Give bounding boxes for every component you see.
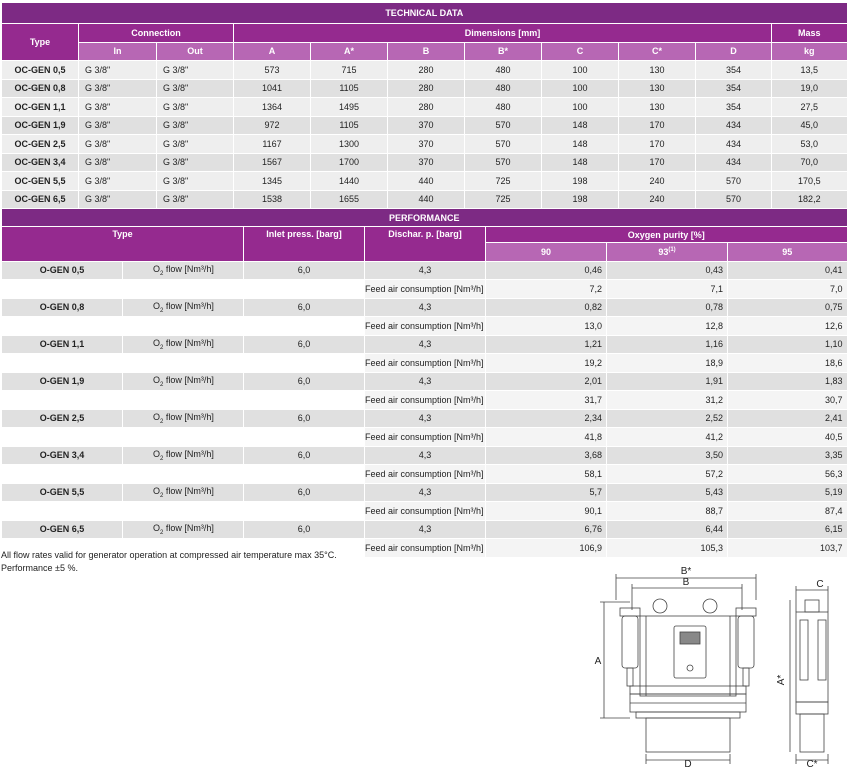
feed-value: 13,0 (486, 317, 607, 336)
inlet-pressure: 6,0 (244, 520, 365, 539)
side-view-stand (800, 714, 824, 752)
flow-label-pre: O (153, 263, 161, 274)
flow-label (123, 409, 244, 428)
footnotes (1, 549, 337, 575)
feed-value: 18,6 (728, 354, 847, 373)
perf-col-93 (607, 243, 728, 262)
table-row (2, 190, 847, 208)
table-row (2, 409, 847, 428)
col-a: A (234, 42, 311, 61)
table-row (2, 153, 847, 172)
feed-value: 58,1 (486, 465, 607, 484)
perf-col-type: Type (2, 227, 244, 262)
perf-type: O-GEN 2,5 (2, 409, 123, 428)
cell-in: G 3/8" (79, 153, 157, 172)
cell-out: G 3/8" (157, 190, 234, 208)
table-row (2, 446, 847, 465)
flow-value: 0,82 (486, 298, 607, 317)
table-row (2, 298, 847, 317)
left-gauge-icon (653, 599, 667, 613)
table-row (2, 520, 847, 539)
cell-type: OC-GEN 1,9 (2, 116, 79, 135)
blank-cell (123, 391, 244, 410)
flow-label (123, 483, 244, 502)
flow-value: 2,01 (486, 372, 607, 391)
cell-in: G 3/8" (79, 98, 157, 117)
cell-mass: 13,5 (772, 61, 847, 80)
feed-value: 12,6 (728, 317, 847, 336)
perf-col-90: 90 (486, 243, 607, 262)
feed-value: 7,0 (728, 280, 847, 299)
flow-label-sub: 2 (160, 418, 164, 425)
perf-type: O-GEN 1,9 (2, 372, 123, 391)
cell-b: 440 (388, 172, 465, 191)
perf-type: O-GEN 0,5 (2, 261, 123, 280)
flow-value: 0,75 (728, 298, 847, 317)
cell-c: 100 (542, 98, 619, 117)
perf-col-dischar: Dischar. p. [barg] (365, 227, 486, 262)
blank-cell (2, 465, 123, 484)
flow-label-post: flow [Nm³/h] (163, 411, 214, 422)
perf-col-93-footnote: (1) (668, 246, 676, 253)
blank-cell (123, 280, 244, 299)
cell-b-star: 480 (465, 61, 542, 80)
blank-cell (244, 354, 365, 373)
flow-label-pre: O (153, 337, 161, 348)
flow-label-sub: 2 (160, 492, 164, 499)
cell-c: 148 (542, 153, 619, 172)
label-a: A (594, 656, 602, 667)
feed-value: 106,9 (486, 539, 607, 557)
flow-value: 3,35 (728, 446, 847, 465)
perf-type: O-GEN 6,5 (2, 520, 123, 539)
cell-c-star: 130 (619, 79, 696, 98)
inlet-pressure: 6,0 (244, 446, 365, 465)
flow-label-post: flow [Nm³/h] (163, 263, 214, 274)
cell-a-star: 1105 (311, 79, 388, 98)
technical-data-title: TECHNICAL DATA (2, 3, 847, 24)
discharge-pressure: 4,3 (365, 409, 486, 428)
feed-label: Feed air consumption [Nm³/h] (365, 317, 486, 336)
cell-a-star: 1440 (311, 172, 388, 191)
cell-in: G 3/8" (79, 190, 157, 208)
cell-out: G 3/8" (157, 98, 234, 117)
label-a-star: A* (776, 674, 787, 686)
inlet-pressure: 6,0 (244, 261, 365, 280)
cell-d: 354 (696, 98, 772, 117)
cell-c-star: 130 (619, 98, 696, 117)
cell-b: 370 (388, 135, 465, 154)
cell-in: G 3/8" (79, 79, 157, 98)
cell-in: G 3/8" (79, 116, 157, 135)
feed-value: 41,2 (607, 428, 728, 447)
blank-cell (2, 502, 123, 521)
side-view-head (805, 600, 819, 612)
cell-type: OC-GEN 1,1 (2, 98, 79, 117)
inlet-pressure: 6,0 (244, 409, 365, 428)
cell-b-star: 570 (465, 116, 542, 135)
cell-c: 198 (542, 190, 619, 208)
cell-c-star: 170 (619, 153, 696, 172)
feed-label: Feed air consumption [Nm³/h] (365, 539, 486, 557)
cell-a: 1041 (234, 79, 311, 98)
perf-type: O-GEN 5,5 (2, 483, 123, 502)
flow-label (123, 298, 244, 317)
flow-label-sub: 2 (160, 381, 164, 388)
feed-label: Feed air consumption [Nm³/h] (365, 502, 486, 521)
cell-a-star: 1655 (311, 190, 388, 208)
flow-value: 5,19 (728, 483, 847, 502)
col-type: Type (2, 24, 79, 61)
note-flow-rates: All flow rates valid for generator operation at compressed air temperature max 35°C. (1, 550, 337, 560)
table-row (2, 79, 847, 98)
cell-b-star: 725 (465, 190, 542, 208)
cell-b: 370 (388, 153, 465, 172)
blank-cell (244, 280, 365, 299)
label-c: C (816, 579, 824, 590)
cell-b: 370 (388, 116, 465, 135)
cell-c: 100 (542, 79, 619, 98)
flow-value: 6,44 (607, 520, 728, 539)
table-row (2, 428, 847, 447)
control-display (680, 632, 700, 644)
feed-value: 7,2 (486, 280, 607, 299)
perf-type: O-GEN 1,1 (2, 335, 123, 354)
label-b-star: B* (680, 566, 692, 577)
flow-value: 1,10 (728, 335, 847, 354)
cell-c-star: 130 (619, 61, 696, 80)
col-connection: Connection (79, 24, 234, 43)
table-row (2, 483, 847, 502)
cell-type: OC-GEN 6,5 (2, 190, 79, 208)
feed-value: 31,2 (607, 391, 728, 410)
feed-value: 40,5 (728, 428, 847, 447)
cell-b: 280 (388, 61, 465, 80)
inlet-pressure: 6,0 (244, 483, 365, 502)
feed-label: Feed air consumption [Nm³/h] (365, 391, 486, 410)
table-row (2, 280, 847, 299)
cell-type: OC-GEN 0,8 (2, 79, 79, 98)
flow-value: 2,41 (728, 409, 847, 428)
table-row (2, 261, 847, 280)
cell-type: OC-GEN 5,5 (2, 172, 79, 191)
technical-data-table (1, 2, 847, 208)
left-filter-bowl (622, 616, 638, 668)
perf-type: O-GEN 0,8 (2, 298, 123, 317)
cell-c: 198 (542, 172, 619, 191)
blank-cell (123, 428, 244, 447)
feed-value: 12,8 (607, 317, 728, 336)
cell-c: 148 (542, 116, 619, 135)
table-row (2, 172, 847, 191)
cell-in: G 3/8" (79, 135, 157, 154)
col-dimensions: Dimensions [mm] (234, 24, 772, 43)
label-b: B (682, 577, 690, 588)
flow-value: 1,91 (607, 372, 728, 391)
feed-value: 19,2 (486, 354, 607, 373)
cell-a-star: 1495 (311, 98, 388, 117)
flow-value: 0,41 (728, 261, 847, 280)
label-d: D (684, 759, 692, 768)
blank-cell (244, 391, 365, 410)
col-kg: kg (772, 42, 847, 61)
flow-value: 5,43 (607, 483, 728, 502)
flow-label (123, 520, 244, 539)
cell-type: OC-GEN 2,5 (2, 135, 79, 154)
flow-label (123, 372, 244, 391)
cell-out: G 3/8" (157, 172, 234, 191)
flow-value: 0,78 (607, 298, 728, 317)
blank-cell (123, 502, 244, 521)
performance-table (1, 208, 847, 557)
right-filter-head (736, 608, 756, 616)
cell-b: 280 (388, 98, 465, 117)
col-out: Out (157, 42, 234, 61)
cell-mass: 53,0 (772, 135, 847, 154)
discharge-pressure: 4,3 (365, 261, 486, 280)
generator-body (640, 616, 736, 696)
discharge-pressure: 4,3 (365, 446, 486, 465)
cell-b-star: 725 (465, 172, 542, 191)
discharge-pressure: 4,3 (365, 520, 486, 539)
discharge-pressure: 4,3 (365, 335, 486, 354)
cell-a-star: 1700 (311, 153, 388, 172)
cell-in: G 3/8" (79, 61, 157, 80)
inlet-pressure: 6,0 (244, 372, 365, 391)
flow-value: 1,83 (728, 372, 847, 391)
cell-a: 1567 (234, 153, 311, 172)
cell-mass: 182,2 (772, 190, 847, 208)
blank-cell (2, 428, 123, 447)
col-in: In (79, 42, 157, 61)
cell-a: 972 (234, 116, 311, 135)
right-filter-bowl (738, 616, 754, 668)
flow-value: 1,16 (607, 335, 728, 354)
table-row (2, 372, 847, 391)
flow-label-sub: 2 (160, 270, 164, 277)
blank-cell (2, 391, 123, 410)
cell-b-star: 480 (465, 98, 542, 117)
cell-b-star: 570 (465, 135, 542, 154)
cell-type: OC-GEN 3,4 (2, 153, 79, 172)
flow-value: 3,50 (607, 446, 728, 465)
cell-d: 434 (696, 135, 772, 154)
feed-value: 30,7 (728, 391, 847, 410)
perf-col-95: 95 (728, 243, 847, 262)
feed-label: Feed air consumption [Nm³/h] (365, 280, 486, 299)
label-c-star: C* (806, 759, 818, 768)
discharge-pressure: 4,3 (365, 372, 486, 391)
flow-label-sub: 2 (160, 529, 164, 536)
flow-label-post: flow [Nm³/h] (163, 374, 214, 385)
table-row (2, 354, 847, 373)
perf-col-93-value: 93 (658, 246, 669, 257)
cell-b-star: 570 (465, 153, 542, 172)
cell-mass: 27,5 (772, 98, 847, 117)
cell-a: 573 (234, 61, 311, 80)
table-row (2, 391, 847, 410)
cell-out: G 3/8" (157, 116, 234, 135)
blank-cell (244, 428, 365, 447)
flow-value: 2,34 (486, 409, 607, 428)
feed-value: 7,1 (607, 280, 728, 299)
cell-mass: 45,0 (772, 116, 847, 135)
flow-label (123, 446, 244, 465)
table-row (2, 317, 847, 336)
feed-value: 56,3 (728, 465, 847, 484)
blank-cell (123, 317, 244, 336)
feed-label: Feed air consumption [Nm³/h] (365, 354, 486, 373)
flow-value: 0,43 (607, 261, 728, 280)
flow-value: 5,7 (486, 483, 607, 502)
feed-value: 103,7 (728, 539, 847, 557)
cell-c: 148 (542, 135, 619, 154)
cell-b-star: 480 (465, 79, 542, 98)
discharge-pressure: 4,3 (365, 298, 486, 317)
flow-label-pre: O (153, 485, 161, 496)
table-row (2, 98, 847, 117)
stand (646, 718, 730, 752)
perf-col-purity: Oxygen purity [%] (486, 227, 847, 243)
cell-d: 354 (696, 61, 772, 80)
cell-c-star: 170 (619, 116, 696, 135)
feed-value: 31,7 (486, 391, 607, 410)
cell-b: 280 (388, 79, 465, 98)
table-row (2, 116, 847, 135)
inlet-pressure: 6,0 (244, 335, 365, 354)
cell-mass: 170,5 (772, 172, 847, 191)
side-view-body (796, 612, 828, 702)
table-row (2, 465, 847, 484)
flow-label (123, 335, 244, 354)
flow-label-sub: 2 (160, 307, 164, 314)
blank-cell (2, 280, 123, 299)
cell-a-star: 715 (311, 61, 388, 80)
flow-label-post: flow [Nm³/h] (163, 300, 214, 311)
table-row (2, 502, 847, 521)
cell-c-star: 170 (619, 135, 696, 154)
cell-a: 1345 (234, 172, 311, 191)
cell-b: 440 (388, 190, 465, 208)
cell-d: 570 (696, 172, 772, 191)
flow-label-post: flow [Nm³/h] (163, 522, 214, 533)
cell-mass: 70,0 (772, 153, 847, 172)
perf-type: O-GEN 3,4 (2, 446, 123, 465)
blank-cell (2, 354, 123, 373)
flow-value: 6,15 (728, 520, 847, 539)
cell-d: 434 (696, 116, 772, 135)
flow-label-pre: O (153, 374, 161, 385)
flow-label-sub: 2 (160, 344, 164, 351)
feed-value: 88,7 (607, 502, 728, 521)
cell-c-star: 240 (619, 172, 696, 191)
feed-value: 18,9 (607, 354, 728, 373)
feed-value: 41,8 (486, 428, 607, 447)
cell-d: 354 (696, 79, 772, 98)
cell-in: G 3/8" (79, 172, 157, 191)
flow-value: 2,52 (607, 409, 728, 428)
table-row (2, 135, 847, 154)
blank-cell (244, 317, 365, 336)
blank-cell (123, 465, 244, 484)
table-row (2, 335, 847, 354)
cell-out: G 3/8" (157, 79, 234, 98)
col-a-star: A* (311, 42, 388, 61)
flow-value: 0,46 (486, 261, 607, 280)
flow-label-pre: O (153, 522, 161, 533)
col-b: B (388, 42, 465, 61)
cell-a-star: 1300 (311, 135, 388, 154)
col-c: C (542, 42, 619, 61)
flow-label-post: flow [Nm³/h] (163, 485, 214, 496)
cell-a: 1364 (234, 98, 311, 117)
performance-title: PERFORMANCE (2, 209, 847, 227)
col-c-star: C* (619, 42, 696, 61)
feed-value: 90,1 (486, 502, 607, 521)
note-performance: Performance ±5 %. (1, 563, 78, 573)
blank-cell (244, 502, 365, 521)
cell-c: 100 (542, 61, 619, 80)
blank-cell (244, 465, 365, 484)
flow-label-pre: O (153, 411, 161, 422)
perf-col-inlet: Inlet press. [barg] (244, 227, 365, 262)
cell-a-star: 1105 (311, 116, 388, 135)
flow-label-pre: O (153, 300, 161, 311)
cell-out: G 3/8" (157, 135, 234, 154)
cell-a: 1167 (234, 135, 311, 154)
cell-type: OC-GEN 0,5 (2, 61, 79, 80)
discharge-pressure: 4,3 (365, 483, 486, 502)
table-row (2, 61, 847, 80)
cell-out: G 3/8" (157, 61, 234, 80)
feed-value: 105,3 (607, 539, 728, 557)
flow-value: 6,76 (486, 520, 607, 539)
cell-d: 570 (696, 190, 772, 208)
feed-value: 57,2 (607, 465, 728, 484)
col-d: D (696, 42, 772, 61)
cell-mass: 19,0 (772, 79, 847, 98)
inlet-pressure: 6,0 (244, 298, 365, 317)
flow-label-post: flow [Nm³/h] (163, 448, 214, 459)
blank-cell (123, 354, 244, 373)
base-manifold (630, 686, 746, 694)
feed-label: Feed air consumption [Nm³/h] (365, 465, 486, 484)
blank-cell (2, 317, 123, 336)
col-mass: Mass (772, 24, 847, 43)
flow-label-post: flow [Nm³/h] (163, 337, 214, 348)
cell-out: G 3/8" (157, 153, 234, 172)
feed-label: Feed air consumption [Nm³/h] (365, 428, 486, 447)
flow-value: 1,21 (486, 335, 607, 354)
cell-c-star: 240 (619, 190, 696, 208)
feed-value: 87,4 (728, 502, 847, 521)
flow-label (123, 261, 244, 280)
col-b-star: B* (465, 42, 542, 61)
cell-a: 1538 (234, 190, 311, 208)
flow-label-sub: 2 (160, 455, 164, 462)
cell-d: 434 (696, 153, 772, 172)
right-gauge-icon (703, 599, 717, 613)
dimension-diagram (590, 560, 847, 768)
left-filter-head (620, 608, 640, 616)
flow-label-pre: O (153, 448, 161, 459)
flow-value: 3,68 (486, 446, 607, 465)
